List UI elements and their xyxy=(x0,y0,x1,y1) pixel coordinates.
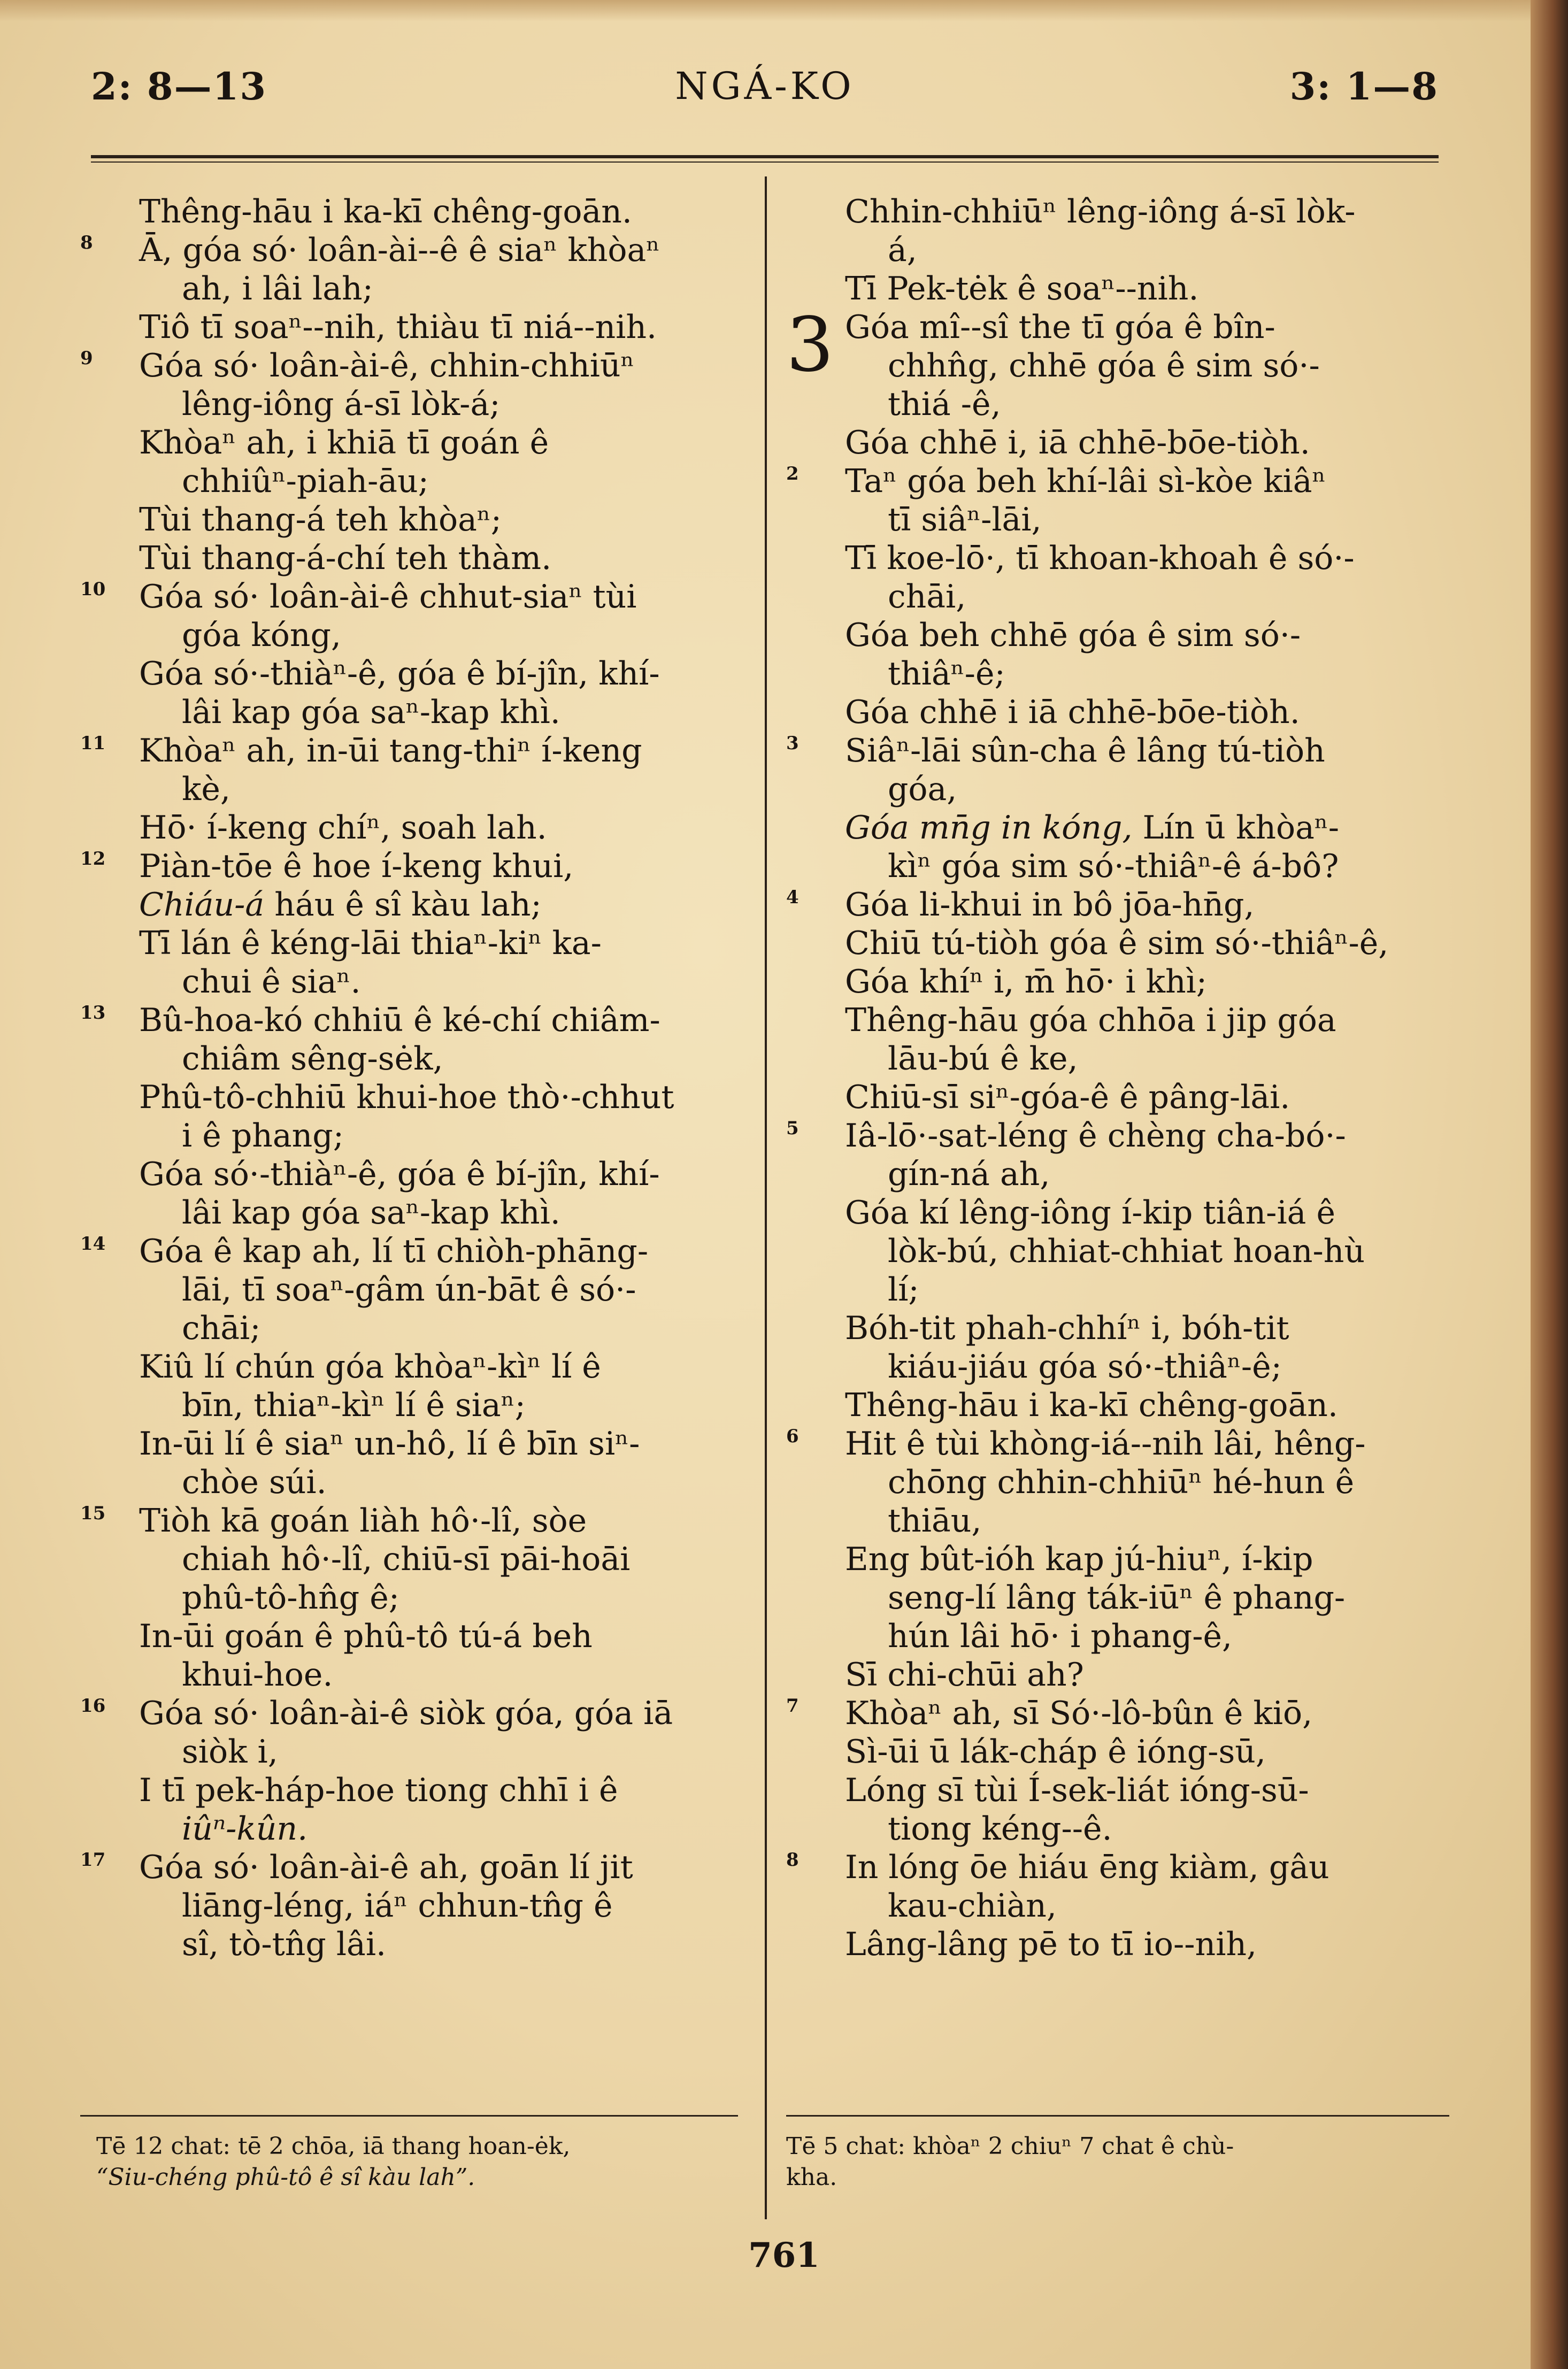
verse-text: Góa ê kap ah, lí tī chiòh-phāng- xyxy=(139,1233,649,1270)
verse-text: Siâⁿ-lāi sûn-cha ê lâng tú-tiòh xyxy=(845,732,1325,770)
verse-text: seng-lí lâng ták-iūⁿ ê phang- xyxy=(888,1579,1346,1617)
verse-line xyxy=(786,347,1449,385)
verse-text-rest: Lín ū khòaⁿ- xyxy=(1132,809,1340,847)
verse-text: Hō· í-keng chíⁿ, soah lah. xyxy=(139,809,547,847)
verse-text: Góa kí lêng-iông í-kip tiân-iá ê xyxy=(845,1194,1335,1232)
verse-text: á, xyxy=(888,232,917,269)
verse-number: 16 xyxy=(80,1695,106,1717)
verse-text: chiah hô·-lî, chiū-sī pāi-hoāi xyxy=(182,1541,631,1578)
verse-line xyxy=(80,1117,738,1155)
left-text-column xyxy=(80,193,738,2118)
verse-line xyxy=(80,847,738,886)
verse-line xyxy=(80,1925,738,1964)
verse-line xyxy=(80,347,738,385)
verse-line xyxy=(786,1463,1449,1502)
verse-text: chhiûⁿ-piah-āu; xyxy=(182,463,429,500)
verse-text: Ā, góa só· loân-ài--ê ê siaⁿ khòaⁿ xyxy=(139,232,660,269)
verse-line xyxy=(80,1617,738,1656)
verse-line xyxy=(80,924,738,963)
verse-line xyxy=(786,270,1449,308)
column-divider xyxy=(765,176,767,2219)
verse-line xyxy=(80,1194,738,1232)
verse-line xyxy=(786,539,1449,578)
verse-line xyxy=(786,1810,1449,1848)
verse-line xyxy=(80,578,738,616)
verse-number: 17 xyxy=(80,1849,106,1871)
verse-text: lí; xyxy=(888,1271,919,1309)
header-book-title: NGÁ-KO xyxy=(675,64,855,108)
verse-line xyxy=(786,1348,1449,1386)
verse-number: 14 xyxy=(80,1233,106,1255)
verse-text: kau-chiàn, xyxy=(888,1887,1057,1925)
footnote-right-line: Tē 5 chat: khòaⁿ 2 chiuⁿ 7 chat ê chù- xyxy=(786,2133,1234,2160)
verse-text: Chiū-sī siⁿ-góa-ê ê pâng-lāi. xyxy=(845,1079,1290,1116)
verse-text: Góa só· loân-ài-ê siòk góa, góa iā xyxy=(139,1695,673,1732)
verse-text: kìⁿ góa sim só·-thiâⁿ-ê á-bô? xyxy=(888,848,1339,885)
verse-text: Góa só·-thiàⁿ-ê, góa ê bí-jîn, khí- xyxy=(139,655,660,693)
verse-line xyxy=(786,1309,1449,1348)
verse-line xyxy=(80,1540,738,1579)
verse-text: góa, xyxy=(888,771,957,808)
verse-line xyxy=(80,539,738,578)
verse-text: Khòaⁿ ah, sī Só·-lô-bûn ê kiō, xyxy=(845,1695,1313,1732)
verse-text: Lóng sī tùi Í-sek-liát ióng-sū- xyxy=(845,1772,1309,1809)
verse-line xyxy=(80,963,738,1001)
verse-line xyxy=(80,770,738,809)
verse-line xyxy=(786,655,1449,693)
verse-line xyxy=(786,1040,1449,1078)
verse-line xyxy=(80,1155,738,1194)
verse-line xyxy=(786,1425,1449,1463)
footnote-left-line: “Siu-chéng phû-tô ê sî kàu lah”. xyxy=(96,2164,475,2191)
header-left-reference: 2: 8—13 xyxy=(91,64,267,109)
verse-line xyxy=(786,1194,1449,1232)
verse-text: chòe súi. xyxy=(182,1464,327,1501)
verse-line xyxy=(786,193,1449,231)
verse-line xyxy=(80,270,738,308)
verse-text: gín-ná ah, xyxy=(888,1156,1050,1193)
verse-line xyxy=(786,462,1449,501)
verse-text: Phû-tô-chhiū khui-hoe thò·-chhut xyxy=(139,1079,674,1116)
verse-line xyxy=(786,963,1449,1001)
verse-line xyxy=(786,231,1449,270)
verse-line xyxy=(80,1694,738,1733)
verse-text: bīn, thiaⁿ-kìⁿ lí ê siaⁿ; xyxy=(182,1387,526,1424)
verse-line xyxy=(80,1386,738,1425)
verse-line xyxy=(786,1733,1449,1771)
verse-line xyxy=(786,1887,1449,1925)
verse-line xyxy=(80,1232,738,1271)
verse-number: 2 xyxy=(786,463,799,484)
verse-text: Góa li-khui in bô jōa-hn̄g, xyxy=(845,886,1255,924)
verse-text: Eng bût-ióh kap jú-hiuⁿ, í-kip xyxy=(845,1541,1313,1578)
verse-line xyxy=(786,924,1449,963)
verse-text: Thêng-hāu i ka-kī chêng-goān. xyxy=(845,1387,1339,1424)
verse-text: ah, i lâi lah; xyxy=(182,270,373,307)
verse-text: lāi, tī soaⁿ-gâm ún-bāt ê só·- xyxy=(182,1271,636,1309)
verse-text: phû-tô-hn̂g ê; xyxy=(182,1579,399,1617)
verse-line xyxy=(786,1502,1449,1540)
verse-line xyxy=(80,1848,738,1887)
verse-line xyxy=(80,1579,738,1617)
verse-text: siòk i, xyxy=(182,1733,278,1771)
verse-line xyxy=(80,308,738,347)
verse-text-rest: háu ê sî kàu lah; xyxy=(264,886,542,924)
verse-text: Tī Pek-tėk ê soaⁿ--nih. xyxy=(845,270,1199,307)
verse-text: thiá -ê, xyxy=(888,386,1001,423)
running-head xyxy=(91,64,1439,123)
verse-line xyxy=(80,385,738,424)
verse-text: Lâng-lâng pē to tī io--nih, xyxy=(845,1926,1257,1963)
verse-line xyxy=(786,1001,1449,1040)
verse-text: Góa chhē i iā chhē-bōe-tiòh. xyxy=(845,694,1300,731)
verse-line xyxy=(80,1348,738,1386)
verse-line xyxy=(80,1733,738,1771)
verse-line xyxy=(786,1155,1449,1194)
verse-text: Khòaⁿ ah, in-ūi tang-thiⁿ í-keng xyxy=(139,732,642,770)
verse-text: lêng-iông á-sī lòk-á; xyxy=(182,386,501,423)
verse-text: In-ūi lí ê siaⁿ un-hô, lí ê bīn siⁿ- xyxy=(139,1425,640,1463)
verse-text: chiâm sêng-sėk, xyxy=(182,1040,443,1078)
verse-text: i ê phang; xyxy=(182,1117,344,1155)
verse-text: Chhin-chhiūⁿ lêng-iông á-sī lòk- xyxy=(845,193,1356,230)
verse-text: Khòaⁿ ah, i khiā tī goán ê xyxy=(139,424,549,462)
verse-line xyxy=(786,385,1449,424)
verse-text: Sì-ūi ū lák-cháp ê ióng-sū, xyxy=(845,1733,1266,1771)
verse-line xyxy=(786,1617,1449,1656)
verse-text: thiâⁿ-ê; xyxy=(888,655,1005,693)
verse-line xyxy=(786,501,1449,539)
verse-line xyxy=(786,1386,1449,1425)
verse-number: 3 xyxy=(786,733,799,754)
footnote-right xyxy=(786,2131,1234,2193)
verse-text: lòk-bú, chhiat-chhiat hoan-hù xyxy=(888,1233,1365,1270)
verse-text: góa kóng, xyxy=(182,617,341,654)
verse-line xyxy=(80,1309,738,1348)
verse-line xyxy=(80,1771,738,1810)
verse-text: Chiáu-á xyxy=(139,886,265,924)
verse-text: In-ūi goán ê phû-tô tú-á beh xyxy=(139,1618,593,1655)
verse-text: Tī koe-lō·, tī khoan-khoah ê só·- xyxy=(845,540,1355,577)
footnote-rule-right xyxy=(786,2115,1449,2117)
verse-text: Góa só· loân-ài-ê ah, goān lí jit xyxy=(139,1849,633,1886)
verse-text: Góa beh chhē góa ê sim só·- xyxy=(845,617,1301,654)
verse-text: Chiū tú-tiòh góa ê sim só·-thiâⁿ-ê, xyxy=(845,925,1389,962)
verse-text: Iâ-lō·-sat-léng ê chèng cha-bó·- xyxy=(845,1117,1346,1155)
verse-text: chāi, xyxy=(888,578,966,616)
verse-text: tiong kéng--ê. xyxy=(888,1810,1112,1848)
verse-text: sî, tò-tn̂g lâi. xyxy=(182,1926,387,1963)
verse-line xyxy=(80,193,738,231)
verse-line xyxy=(80,1271,738,1309)
verse-line xyxy=(80,462,738,501)
verse-number: 12 xyxy=(80,848,106,870)
verse-line xyxy=(786,1078,1449,1117)
verse-line xyxy=(786,1271,1449,1309)
verse-number: 8 xyxy=(786,1849,799,1871)
page-top-shadow xyxy=(0,0,1568,21)
verse-number: 7 xyxy=(786,1695,799,1717)
chapter-number: 3 xyxy=(786,302,834,389)
verse-text: Tiòh kā goán liàh hô·-lî, sòe xyxy=(139,1502,587,1540)
verse-line xyxy=(80,1463,738,1502)
verse-text: Bóh-tit phah-chhíⁿ i, bóh-tit xyxy=(845,1310,1289,1347)
verse-text: Kiû lí chún góa khòaⁿ-kìⁿ lí ê xyxy=(139,1348,601,1386)
verse-text: Bû-hoa-kó chhiū ê ké-chí chiâm- xyxy=(139,1002,660,1039)
verse-line xyxy=(786,770,1449,809)
verse-number: 6 xyxy=(786,1426,799,1447)
verse-number: 15 xyxy=(80,1503,106,1524)
verse-line xyxy=(80,1810,738,1848)
verse-text: Góa mn̄g in kóng, xyxy=(845,809,1133,847)
footnote-left xyxy=(96,2131,570,2193)
verse-text: In lóng ōe hiáu ēng kiàm, gâu xyxy=(845,1849,1329,1886)
book-binding-edge xyxy=(1531,0,1568,2369)
verse-line xyxy=(80,1656,738,1694)
verse-text: lâi kap góa saⁿ-kap khì. xyxy=(182,694,560,731)
verse-line xyxy=(80,424,738,462)
verse-line xyxy=(80,1887,738,1925)
verse-text: Góa só· loân-ài-ê, chhin-chhiūⁿ xyxy=(139,347,635,384)
verse-text: tī siâⁿ-lāi, xyxy=(888,501,1042,539)
verse-text: hún lâi hō· i phang-ê, xyxy=(888,1618,1233,1655)
verse-text: khui-hoe. xyxy=(182,1656,333,1694)
verse-text: Góa khíⁿ i, m̄ hō· i khì; xyxy=(845,963,1207,1001)
verse-line xyxy=(786,578,1449,616)
verse-line xyxy=(80,693,738,732)
verse-number: 4 xyxy=(786,887,799,908)
verse-number: 13 xyxy=(80,1002,106,1024)
verse-line xyxy=(80,1502,738,1540)
verse-line xyxy=(80,231,738,270)
verse-text: lâi kap góa saⁿ-kap khì. xyxy=(182,1194,560,1232)
verse-line xyxy=(80,732,738,770)
verse-line xyxy=(786,1117,1449,1155)
verse-text: Tùi thang-á teh khòaⁿ; xyxy=(139,501,502,539)
verse-text: Tùi thang-á-chí teh thàm. xyxy=(139,540,552,577)
verse-text: Piàn-tōe ê hoe í-keng khui, xyxy=(139,848,574,885)
verse-line xyxy=(786,1771,1449,1810)
verse-line xyxy=(80,616,738,655)
verse-text: Góa só·-thiàⁿ-ê, góa ê bí-jîn, khí- xyxy=(139,1156,660,1193)
verse-line xyxy=(80,886,738,924)
footnote-right-line: kha. xyxy=(786,2164,837,2191)
verse-text: kiáu-jiáu góa só·-thiâⁿ-ê; xyxy=(888,1348,1282,1386)
verse-text: Hit ê tùi khòng-iá--nih lâi, hêng- xyxy=(845,1425,1366,1463)
verse-text: Sī chi-chūi ah? xyxy=(845,1656,1084,1694)
verse-text: chōng chhin-chhiūⁿ hé-hun ê xyxy=(888,1464,1355,1501)
header-rule-thick xyxy=(91,155,1439,158)
verse-text: iûⁿ-kûn. xyxy=(182,1810,308,1848)
right-text-column xyxy=(786,193,1449,2118)
verse-text: liāng-léng, iáⁿ chhun-tn̂g ê xyxy=(182,1887,613,1925)
verse-text: Tī lán ê kéng-lāi thiaⁿ-kiⁿ ka- xyxy=(139,925,602,962)
verse-line xyxy=(786,1848,1449,1887)
verse-line xyxy=(80,1078,738,1117)
verse-text: Thêng-hāu i ka-kī chêng-goān. xyxy=(139,193,633,230)
header-rule-thin xyxy=(91,161,1439,163)
footnote-left-line: Tē 12 chat: tē 2 chōa, iā thang hoan-ėk, xyxy=(96,2133,571,2160)
verse-line xyxy=(786,424,1449,462)
verse-number: 9 xyxy=(80,348,93,369)
verse-text: chui ê siaⁿ. xyxy=(182,963,361,1001)
verse-text: chhn̂g, chhē góa ê sim só·- xyxy=(888,347,1320,384)
verse-line xyxy=(786,1540,1449,1579)
verse-line xyxy=(80,809,738,847)
verse-line xyxy=(786,1656,1449,1694)
verse-number: 5 xyxy=(786,1118,799,1139)
verse-line xyxy=(786,886,1449,924)
verse-line xyxy=(786,616,1449,655)
verse-text: kè, xyxy=(182,771,230,808)
verse-line xyxy=(80,1425,738,1463)
verse-line xyxy=(786,809,1449,847)
verse-text: chāi; xyxy=(182,1310,261,1347)
verse-line xyxy=(80,1040,738,1078)
verse-text: thiāu, xyxy=(888,1502,982,1540)
header-right-reference: 3: 1—8 xyxy=(1289,64,1439,109)
verse-line xyxy=(786,732,1449,770)
footnote-rule-left xyxy=(80,2115,738,2117)
verse-line xyxy=(786,847,1449,886)
verse-text: lāu-bú ê ke, xyxy=(888,1040,1078,1078)
verse-text: Tiô tī soaⁿ--nih, thiàu tī niá--nih. xyxy=(139,309,657,346)
page-number: 761 xyxy=(748,2235,820,2275)
verse-text: Thêng-hāu góa chhōa i jip góa xyxy=(845,1002,1336,1039)
verse-number: 10 xyxy=(80,579,106,600)
verse-line xyxy=(786,1579,1449,1617)
verse-line xyxy=(786,1925,1449,1964)
verse-text: I tī pek-háp-hoe tiong chhī i ê xyxy=(139,1772,618,1809)
verse-line xyxy=(786,1694,1449,1733)
verse-number: 11 xyxy=(80,733,106,754)
verse-line xyxy=(80,1001,738,1040)
verse-line xyxy=(80,501,738,539)
verse-text: Taⁿ góa beh khí-lâi sì-kòe kiâⁿ xyxy=(845,463,1326,500)
verse-line xyxy=(80,655,738,693)
verse-text: Góa mî--sî the tī góa ê bîn- xyxy=(845,309,1275,346)
verse-number: 8 xyxy=(80,232,93,253)
verse-line xyxy=(786,1232,1449,1271)
verse-line xyxy=(786,693,1449,732)
verse-text: Góa só· loân-ài-ê chhut-siaⁿ tùi xyxy=(139,578,637,616)
verse-text: Góa chhē i, iā chhē-bōe-tiòh. xyxy=(845,424,1310,462)
